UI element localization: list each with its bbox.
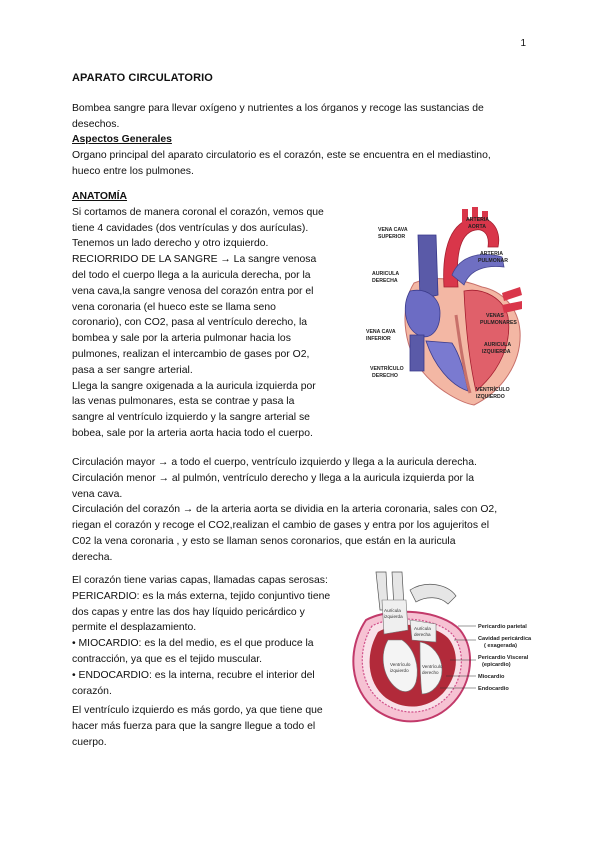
label-vena-cava-inferior: VENA CAVA (366, 329, 396, 335)
anatomia-line: las venas pulmonares, esta se contrae y pasa la (72, 396, 295, 408)
capas-line: El corazón tiene varias capas, llamadas capas serosas: (72, 575, 328, 586)
circulacion-line: Circulación menor → al pulmón, ventrículo derecho y llega a la auricula izquierda por la (72, 472, 474, 484)
capas-line: dos capas y entre las dos hay líquido pericárdico y (72, 606, 305, 618)
heart-anatomy-figure (352, 195, 544, 413)
closing-line: El ventrículo izquierdo es más gordo, ya que tiene que (72, 705, 323, 716)
anatomia-heading: ANATOMÍA (72, 191, 128, 202)
label-venas-pulmonares: PULMONARES (480, 320, 517, 326)
circulacion-line: Circulación mayor → a todo el cuerpo, ventrículo izquierdo y llega a la auricula derecha. (72, 457, 477, 468)
anatomia-section (72, 189, 344, 442)
label-vena-cava-superior: SUPERIOR (378, 234, 406, 240)
anatomia-line: coronario), con CO2, pasa al ventrículo derecho, la (72, 317, 308, 329)
anatomia-line: bobea, sale por la arteria aorta hacia todo el cuerpo. (72, 427, 313, 439)
anatomia-line: Si cortamos de manera coronal el corazón, vemos que (72, 206, 324, 218)
label-auricula-izquierda: IZQUIERDA (482, 349, 511, 355)
anatomia-line: del todo el cuerpo llega a la auricula derecha, por la (72, 269, 311, 281)
aspectos-line: Organo principal del aparato circulatorio es el corazón, este se encuentra en el mediastino, (72, 149, 491, 161)
intro-paragraph (72, 101, 532, 133)
circulacion-line: Circulación del corazón → de la arteria aorta se dividia en la arteria coronaria, sales con O2, (72, 504, 498, 516)
capas-closing (72, 703, 344, 750)
heart-layers-figure (336, 570, 546, 732)
anatomia-line: vena cava,la sangre venosa del corazón entra por el (72, 285, 314, 297)
vena-cava-superior-shape (418, 235, 438, 299)
anatomia-line: Llega la sangre oxigenada a la auricula izquierda por (72, 380, 316, 392)
label-cavidad-pericardica: ( exagerada) (484, 643, 517, 649)
circulacion-line: C02 la vena coronaria , y esto se llaman senos coronarios, que están en la auricula (72, 535, 456, 547)
label-ventriculo-derecho: DERECHO (372, 373, 398, 379)
capas-line: • MIOCARDIO: es la del medio, es el que produce la (72, 638, 314, 650)
closing-line: hacer más fuerza para que la sangre llegue a todo el (72, 720, 316, 732)
label-pericardio-visceral: (epicardio) (482, 662, 511, 668)
capas-line: permite el desplazamiento. (72, 622, 197, 634)
label-cavidad-pericardica: Cavidad pericárdica (478, 636, 532, 642)
capas-line: • ENDOCARDIO: es la interna, recubre el interior del (72, 669, 315, 681)
anatomia-line: sangre al ventrículo izquierdo y la sangre arterial se (72, 412, 310, 424)
anatomia-line: RECIORRIDO DE LA SANGRE → La sangre venosa (72, 254, 317, 266)
label-ventriculo-derecho: VENTRÍCULO (370, 366, 404, 372)
label-ventriculo-izquierdo: IZQUIERDO (476, 394, 505, 400)
label-vena-cava-superior: VENA CAVA (378, 227, 408, 233)
capas-line: contracción, ya que es el tejido muscular. (72, 653, 263, 665)
capas-line: corazón. (72, 685, 112, 697)
label-arteria-aorta: ARTERIA (466, 217, 490, 223)
label-venas-pulmonares: VENAS (486, 313, 504, 319)
label-arteria-pulmonar: ARTERIA (480, 251, 504, 257)
intro-line: Bombea sangre para llevar oxígeno y nutrientes a los órganos y recoge las sustancias de (72, 103, 484, 114)
label-auricula-izquierda: AURICULA (484, 342, 512, 348)
inner-label-ventriculo-derecho: Ventrículo (422, 664, 443, 669)
label-pericardio-visceral: Pericardio Visceral (478, 655, 529, 661)
inner-label-auricula-derecha: Aurícula (414, 626, 431, 631)
circulacion-line: vena cava. (72, 488, 123, 500)
label-arteria-aorta: AORTA (468, 224, 487, 230)
circulacion-section (72, 455, 542, 566)
closing-line: cuerpo. (72, 736, 107, 748)
label-vena-cava-inferior: INFERIOR (366, 336, 391, 342)
label-ventriculo-izquierdo: VENTRÍCULO (476, 387, 510, 393)
aspectos-heading: Aspectos Generales (72, 134, 172, 145)
label-arteria-pulmonar: PULMONAR (478, 258, 508, 264)
pulmonary-vein-shape (502, 287, 522, 301)
inner-label-ventriculo-derecho: derecho (422, 670, 439, 675)
intro-line: desechos. (72, 118, 120, 130)
circulacion-line: derecha. (72, 551, 113, 563)
label-endocardio: Endocardio (478, 686, 509, 692)
aspectos-line: hueco entre los pulmones. (72, 165, 194, 177)
label-auricula-derecha: AURICULA (372, 271, 400, 277)
circulacion-line: riegan el corazón y recoge el CO2,realizan el cambio de gases y entra por los agujeritos el (72, 520, 490, 532)
aspectos-section (72, 132, 532, 179)
inner-label-auricula-izquierda: izquierda (384, 614, 403, 619)
anatomia-line: bombea y sale por la arteria pulmonar hacia los (72, 333, 291, 345)
vena-cava-inferior-shape (410, 335, 424, 371)
anatomia-line: pasa a ser sangre arterial. (72, 364, 193, 376)
label-auricula-derecha: DERECHA (372, 278, 398, 284)
inner-label-ventriculo-izquierdo: izquierdo (390, 668, 409, 673)
capas-section (72, 573, 344, 699)
capas-line: PERICARDIO: es la más externa, tejido conjuntivo tiene (72, 590, 331, 602)
inner-label-auricula-izquierda: Aurícula (384, 608, 401, 613)
page-number: 1 (520, 38, 526, 49)
vessel-shape (410, 584, 456, 604)
atrium-right-chamber (410, 620, 436, 642)
anatomia-line: tiene 4 cavidades (dos ventrículas y dos aurículas). (72, 222, 309, 234)
anatomia-line: Tenemos un lado derecho y otro izquierdo. (72, 238, 269, 250)
page-title: APARATO CIRCULATORIO (72, 72, 213, 84)
anatomia-line: pulmones, realizan el intercambio de gases por O2, (72, 348, 310, 360)
label-miocardio: Miocardio (478, 674, 505, 680)
anatomia-line: vena coronaria (el hueco este se llama seno (72, 301, 276, 313)
inner-label-ventriculo-izquierdo: Ventrículo (390, 662, 411, 667)
inner-label-auricula-derecha: derecha (414, 632, 431, 637)
label-pericardio-parietal: Pericardio parietal (478, 624, 527, 630)
